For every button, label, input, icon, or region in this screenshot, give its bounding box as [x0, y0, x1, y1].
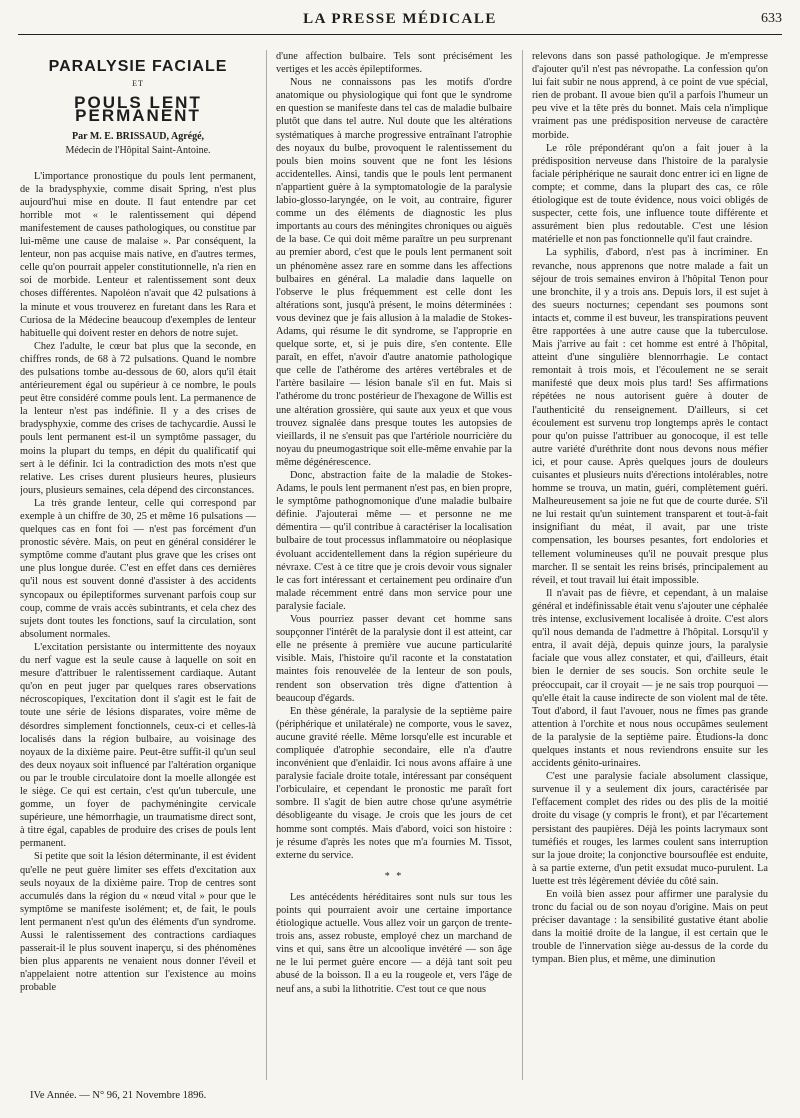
paragraph: Il n'avait pas de fièvre, et cependant, à un malaise général et indéfinissable était venu s'ajouter une céphalée très intense, exclusivement localisée à droite. C'est alors qu'il nous demanda de l'admettre à l'hôpital. Lorsqu'il y entra, il avait déjà, depuis quinze jours, la paralysie faciale que vous allez constater, et qui, d'ailleurs, était bien le dernier de ses soucis. Son orchite seule le préoccupait, car il croyait — je ne sais trop pourquoi — qu'elle était la cause indirecte de son violent mal de tête. Tout d'abord, il faut l'avouer, nous ne fîmes pas grande attention à l'orchite et nous nous occupâmes seulement de la paralysie de la septième paire. Étudions-la donc quelques instants et nous reviendrons ensuite sur les accidents génito-urinaires. [532, 587, 768, 770]
issue-footer: IVe Année. — N° 96, 21 Novembre 1896. [30, 1090, 207, 1101]
paragraph: En voilà bien assez pour affirmer une paralysie du tronc du facial ou de son noyau d'origine. Mais on peut préciser davantage : la sensibilité gustative étant abolie dans la moitié droite de la langue, il est certain que le trouble de l'innervation siège au-dessus de la corde du tympan. Bien plus, et même, une diminution [532, 889, 768, 966]
paragraph: Le rôle prépondérant qu'on a fait jouer à la prédisposition nerveuse dans l'histoire de la paralysie faciale périphérique ne saurait donc entrer ici en ligne de compte; et comme, dans la plupart des cas, ce rôle étiologique est de toute évidence, nous voici obligés de suspecter, cette fois, une influence toute différente et assurément bien plus redoutable. C'est une lésion matérielle et non pas fonctionnelle qu'il faut craindre. [532, 142, 768, 246]
author-affiliation: Médecin de l'Hôpital Saint-Antoine. [65, 145, 211, 157]
paragraph: Vous pourriez passer devant cet homme sans soupçonner l'intérêt de la paralysie dont il est atteint, car elle ne présente à première vue aucune particularité visible. Mais, l'histoire qu'il raconte et la constatation maintes fois renouvelée de la lenteur de son pouls, rendent son observation très digne d'attention à beaucoup d'égards. [276, 614, 512, 704]
column-1 [20, 50, 256, 1080]
paragraph: d'une affection bulbaire. Tels sont précisément les vertiges et les accès épileptiformes. [276, 51, 512, 76]
column-3 [532, 50, 768, 1080]
paragraph: En thèse générale, la paralysie de la septième paire (périphérique et unilatérale) ne comporte, vous le savez, aucune gravité réelle. Même lorsqu'elle est incurable et compliquée d'atrophie secondaire, elle n'a d'autre inconvénient que d'enlaidir. Ici nous avons affaire à une paralysie faciale droite totale, intéressant par conséquent l'orbiculaire, et cependant le pronostic me paraît fort sombre. Il s'agit de bien autre chose qu'une asymétrie désobligeante du visage. Je crois que les jours de cet homme sont comptés. Mais d'abord, voici son histoire : je résume d'après les notes que m'a fournies M. Tissot, externe du service. [276, 705, 512, 861]
paragraph: L'importance pronostique du pouls lent permanent, de la bradysphyxie, comme disait Spring, n'est plus aujourd'hui mise en doute. Il faut entendre par cet horrible mot « le ralentissement qui dépend manifestement de causes pathologiques, ou constitue par lui-même une cause de malaise ». Par conséquent, la lenteur, non pas acquise mais native, en d'autres termes, celle qu'on pourrait appeler constitutionnelle, n'a rien en soi de morbide. Lenteur et ralentissement sont deux choses différentes. Napoléon n'avait que 42 pulsations à la minute et vous trouverez en furetant dans les Rara et Curiosa de la Médecine beaucoup d'exemples de lenteur habituelle qui doivent rester en dehors de notre sujet. [20, 170, 256, 339]
paragraph: La syphilis, d'abord, n'est pas à incriminer. En revanche, nous apprenons que notre malade a fait un séjour de trois semaines environ à l'hôpital Tenon pour une bronchite, il y a trois ans. Depuis lors, il est sujet à des sueurs nocturnes; cependant ses poumons sont intacts et, comme il est buveur, les transpirations peuvent être rapportées à une autre cause que la tuberculose. Mais j'arrive au fait : cet homme est entré à l'hôpital, atteint d'une singulière blennorrhagie. Le contact remontait à trois mois, et l'écoulement ne se serait manifesté que deux mois plus tard! Ses affirmations répétées ne nous autorisent guère à douter de l'authenticité du renseignement. D'ailleurs, si cet écoulement est survenu trop longtemps après le contact pour qu'on puisse l'attribuer au gonocoque, il est telle autre variété d'uréthrite dont nous devons nous méfier ici, et pour cause. Après quelques jours de douleurs cuisantes et plusieurs nuits d'érections intolérables, notre homme se trouva, un matin, guéri, complètement guéri. Malheureusement sa joie ne fut que de courte durée. S'il ne lui restait qu'un suintement transparent et tout-à-fait insignifiant du méat, il avait, par une triste compensation, les bourses pesantes, fort endolories et tellement volumineuses qu'il ne pouvait presque plus marcher. Il se sentait les reins brisés, principalement au réveil, et tout travail lui était impossible. [532, 247, 768, 586]
paragraph: Les antécédents héréditaires sont nuls sur tous les points qui pourraient avoir une certaine importance étiologique actuelle. Vous allez voir un garçon de trente-trois ans, assez robuste, employé chez un marchand de vins et qui, sans être un alcoolique invétéré — son âge ne le lui permet guère encore — a déjà tant soit peu abusé de la boisson. Il a eu la rougeole et, vers l'âge de neuf ans, a subi la lithotritie. C'est tout ce que nous [276, 891, 512, 995]
page-number: 633 [761, 11, 782, 26]
paragraph: Si petite que soit la lésion déterminante, il est évident qu'elle ne peut guère limiter ses effets d'excitation aux seuls noyaux de la dixième paire. Trop de centres sont accumulés dans la région du « nœud vital » pour que le symptôme se manifeste isolément; et, de fait, le pouls lent permanent n'est qu'un des éléments d'un syndrome. Aussi le ralentissement des contractions cardiaques passerait-il le plus souvent inaperçu, si des phénomènes bien plus apparents ne venaient nous donner l'éveil et n'appelaient notre attention sur l'existence au moins probable [20, 851, 256, 994]
section-separator: * * [384, 870, 404, 882]
column-2 [276, 50, 512, 1080]
journal-name: LA PRESSE MÉDICALE [303, 11, 497, 27]
article-title-line1: PARALYSIE FACIALE [48, 58, 228, 75]
paragraph: L'excitation persistante ou intermittente des noyaux du nerf vague est la seule cause à laquelle on soit en mesure d'attribuer le ralentissement cardiaque. Autant qu'on en peut juger par quelques rares observations nécroscopiques, l'excitation dont il s'agit est le fait de toute une série de lésions disparates, voire même de désordres simplement fonctionnels, ceux-ci et celles-là localisés dans la région bulbaire, au voisinage des noyaux de la dixième paire. Peut-être suffit-il qu'un seul des deux noyaux soit influencé par l'altération organique ou par le trouble circulatoire dont la moelle allongée est le siège. Ce qui est certain, c'est qu'un tubercule, une gomme, un foyer de pachyméningite cervicale supérieure, une hémorrhagie, un traumatisme direct sont, à titre égal, capables de produire des crises de pouls lent permanent. [20, 641, 256, 850]
paragraph: relevons dans son passé pathologique. Je m'empresse d'ajouter qu'il n'est pas névropathe. La confession qu'on lui fait subir ne nous apprend, à ce point de vue spécial, rien de probant. Il avoue bien qu'il a parfois l'humeur un peu vive et la tête près du bonnet. Mais cela n'implique vraiment pas une prédisposition nerveuse de caractère morbide. [532, 51, 768, 141]
paragraph: C'est une paralysie faciale absolument classique, survenue il y a seulement dix jours, caractérisée par l'effacement complet des rides ou des plis de la moitié droite du visage (y compris le front), et par l'écartement persistant des paupières. Déjà les points lacrymaux sont tuméfiés et rouges, les larmes coulent sans interruption sur la joue droite; la conjonctive boursouflée est enduite, à sa partie externe, d'un petit exsudat muco-purulent. La luette est très légèrement déviée du côté sain. [532, 771, 768, 887]
paragraph: Donc, abstraction faite de la maladie de Stokes-Adams, le pouls lent permanent n'est pas, en bien propre, le symptôme pathognomonique d'une maladie bulbaire définie. J'ajouterai même — et personne ne me démentira — qu'il contribue à caractériser la localisation bulbaire de tout processus inflammatoire ou néoplasique évoluant accidentellement dans la région supérieure du névraxe. C'est à ce titre que je crois devoir vous signaler le cas fort intéressant et certainement peu ordinaire d'un malade récemment entré dans mon service pour une paralysie faciale. [276, 470, 512, 612]
column-divider [522, 50, 523, 1080]
article-title-et: ET [132, 79, 144, 89]
paragraph: Chez l'adulte, le cœur bat plus que la seconde, en chiffres ronds, de 68 à 72 pulsations. Quand le nombre des pulsations tombe au-dessous de 60, alors qu'il était antérieurement égal ou supérieur à ce nombre, le pouls peut être considéré comme pouls lent. La permanence de la lenteur n'est pas indéfinie. Il y a des crises de bradysphyxie, comme des crises de tachycardie. Aussi le pouls lent permanent est-il un symptôme passager, du moins la plupart du temps, en dépit du qualificatif qui sert à le définir. Ici la contradiction des mots n'est que relative. Les crises durent plusieurs heures, plusieurs jours, plusieurs semaines, cela dépend des circonstances. [20, 340, 256, 496]
article-columns [20, 50, 780, 1080]
running-head [18, 8, 782, 35]
paragraph: La très grande lenteur, celle qui correspond par exemple à un chiffre de 30, 25 et même 16 pulsations — quelques cas en font foi — n'est pas forcément d'un pronostic sévère. Mais, on peut en général considérer le symptôme comme d'autant plus grave que les crises ont une plus longue durée. C'est en effet dans ces dernières qu'il nous est souvent donné d'assister à des accidents syncopaux ou épileptiformes survenant parfois coup sur coup, comme de vrais accès subintrants, et cela chez des sujets dont toutes les fonctions, sauf la circulation, sont absolument normales. [20, 497, 256, 640]
paragraph: Nous ne connaissons pas les motifs d'ordre anatomique ou physiologique qui font que le syndrome en question se manifeste dans tel cas de maladie bulbaire plutôt que dans tel autre. Nul doute que les altérations systématiques à marche progressive entraînant l'atrophie des noyaux du bulbe, provoquent le ralentissement du pouls bien moins souvent que ne font les lésions accidentelles. Ainsi, tandis que le pouls lent permanent n'appartient guère à la symptomatologie de la paralysie labio-glosso-laryngée, on le voit, au contraire, figurer comme un des éléments de diagnostic les plus importants au cours des méningites chroniques ou aiguës de la base. Ce qui doit même paraître un peu surprenant au premier abord, c'est que le pouls lent permanent soit un phénomène assez rare en somme dans les affections bulbaires en général. La maladie dans laquelle on l'observe le plus fréquemment est celle dont les altérations sont, jusqu'à présent, le moins déterminées : vous devinez que je fais allusion à la maladie de Stokes-Adams, qui résume le dit syndrome, se l'approprie en quelque sorte, et, si je puis dire, s'en contente. Elle paraît, en effet, n'avoir d'autre anatomie pathologique que celle de l'athérome des artères vertébrales et de l'artère basilaire — lésion banale s'il en fut. Mais si l'athérome du tronc postérieur de l'hexagone de Willis est une altération grossière, qui saute aux yeux et que vous trouvez signalée dans presque toutes les autopsies de vieillards, il ne s'ensuit pas que l'artériole nourricière du noyau du pneumogastrique soit elle-même envahie par la même dégénérescence. [276, 77, 512, 468]
author-byline: Par M. E. BRISSAUD, Agrégé, [71, 131, 205, 143]
column-divider [266, 50, 267, 1080]
article-title-line2: POULS LENT PERMANENT [74, 93, 202, 126]
